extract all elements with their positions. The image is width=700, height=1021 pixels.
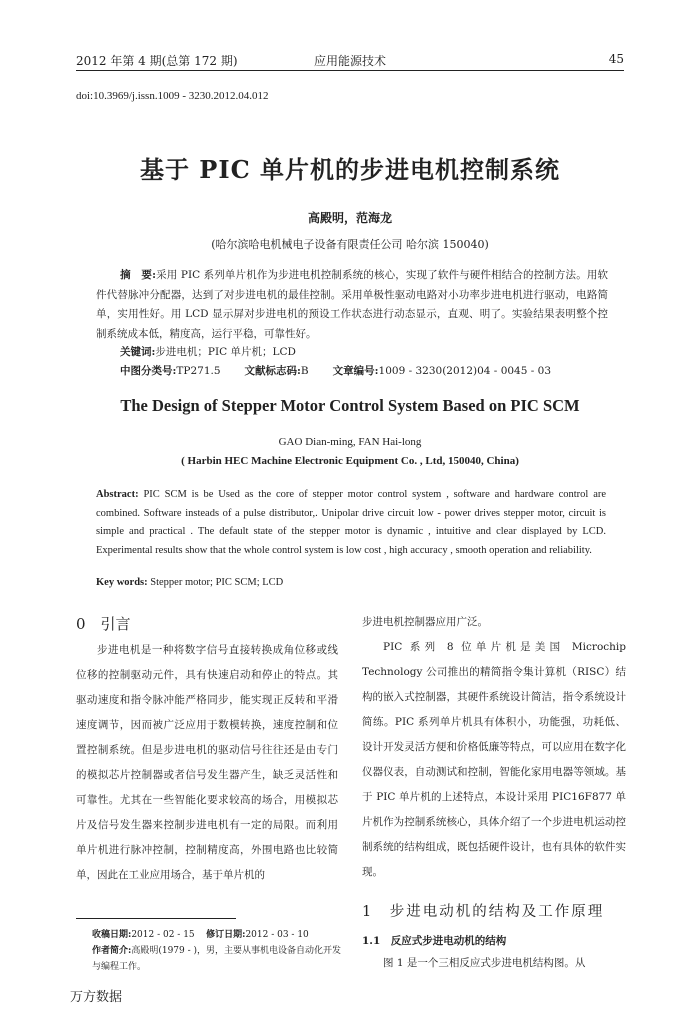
intro-paragraph-left: 步进电机是一种将数字信号直接转换成角位移或线位移的控制驱动元件，具有快速启动和停止的特点。其驱动速度和指令脉冲能严格同步，能实现正反转和平滑速度调节，因而被广泛应用于数模转换，速度控制和位置控制系统。但是步进电机的驱动信号往往还是由专门的模拟芯片控制器或者信号发生器产生，缺乏灵活性和可靠性。尤其在一些智能化要求较高的场合，用模拟芯片及信号发生器来控制步进电机有一定的局限。而利用单片机进行脉冲控制，控制精度高，外围电路也比较简单，因此在工业应用场合，基于单片机的	[76, 644, 338, 881]
paper-title-zh: 基于 PIC 单片机的步进电机控制系统	[139, 155, 561, 184]
running-header	[76, 52, 624, 70]
revised-label: 修订日期:	[206, 930, 246, 940]
affiliation-zh: (哈尔滨哈电机械电子设备有限责任公司 哈尔滨 150040)	[211, 238, 489, 251]
abstract-zh-label: 摘 要:	[120, 269, 156, 281]
authors-en: GAO Dian-ming, FAN Hai-long	[278, 436, 422, 448]
clc-label: 中图分类号:	[120, 365, 177, 377]
abstract-en	[96, 486, 606, 560]
author-bio-label: 作者简介:	[92, 946, 132, 956]
section-heading-introduction: 0 引言	[76, 615, 131, 633]
footnote-rule	[76, 918, 236, 919]
abstract-zh	[96, 266, 608, 344]
author-bio: 高殿明(1979 - )，男，主要从事机电设备自动化开发与编程工作。	[92, 946, 342, 972]
doi: doi:10.3969/j.issn.1009 - 3230.2012.04.012	[76, 90, 269, 102]
section1-first-line: 图 1 是一个三相反应式步进电机结构图。从	[383, 957, 586, 969]
keywords-en-text: Stepper motor; PIC SCM; LCD	[150, 577, 284, 588]
doc-code-label: 文献标志码:	[244, 365, 301, 377]
keywords-zh	[120, 344, 296, 359]
intro-paragraph-right: PIC 系列 8 位单片机是美国 Microchip Technology 公司推出的精简指令集计算机（RISC）结构的嵌入式控制器，其硬件系统设计简洁，指令系统设计简练。PIC 系列单片机具有体积小，功能强，功耗低、设计开发灵活方便和价格低廉等特点，可以应用在数字化仪器仪表，自动测试和控制，智能化家用电器等领域。基于 PIC 单片机的上述特点，本设计采用 PIC16F877 单片机作为控制系统核心，具体介绍了一个步进电机运动控制系统的结构组成，既包括硬件设计，也有具体的软件实现。	[362, 641, 626, 878]
keywords-zh-label: 关键词:	[120, 346, 156, 358]
authors-zh: 高殿明，范海龙	[307, 211, 392, 225]
header-journal-name: 应用能源技术	[313, 54, 386, 68]
keywords-zh-text: 步进电机；PIC 单片机；LCD	[155, 346, 296, 358]
doc-code-value: B	[300, 365, 309, 377]
paper-title-en: The Design of Stepper Motor Control System Based on PIC SCM	[120, 396, 580, 415]
article-number-value: 1009 - 3230(2012)04 - 0045 - 03	[378, 365, 552, 377]
keywords-en-label: Key words:	[96, 577, 148, 588]
abstract-en-label: Abstract:	[96, 489, 139, 500]
received-label: 收稿日期:	[92, 930, 132, 940]
received-date: 2012 - 02 - 15	[131, 930, 195, 940]
revised-date: 2012 - 03 - 10	[245, 930, 309, 940]
header-issue: 2012 年第 4 期(总第 172 期)	[76, 54, 238, 68]
keywords-en	[96, 577, 283, 588]
affiliation-en: ( Harbin HEC Machine Electronic Equipment Co. , Ltd, 150040, China)	[181, 455, 519, 467]
article-number-label: 文章编号:	[332, 365, 379, 377]
section-heading-structure: 1 步进电动机的结构及工作原理	[362, 904, 605, 920]
subsection-heading-structure: 1.1 反应式步进电动机的结构	[362, 935, 507, 947]
left-column	[76, 638, 338, 888]
watermark: 万方数据	[70, 990, 123, 1005]
right-column	[362, 610, 626, 885]
abstract-zh-text: 采用 PIC 系列单片机作为步进电机控制系统的核心，实现了软件与硬件相结合的控制方法。用软件代替脉冲分配器，达到了对步进电机的最佳控制。采用单极性驱动电路对小功率步进电机进行驱动，电路简单，实用性好。用 LCD 显示屏对步进电机的预设工作状态进行动态显示，直观、明了。实验结果表明整个控制系统成本低，精度高，运行平稳，可靠性好。	[96, 269, 608, 340]
clc-value: TP271.5	[176, 365, 221, 377]
classification-zh	[120, 363, 620, 378]
intro-continuation: 步进电机控制器应用广泛。	[362, 616, 488, 628]
header-page-number: 45	[608, 52, 624, 66]
abstract-en-text: PIC SCM is be Used as the core of stepper motor control system , software and hardware control are combined. Software insteads of a pulse distributor,. Unipolar drive circuit low - power drives stepper motor, circuit is simple and practical . The default state of the stepper motor is dynamic , intuitive and clear displayed by LCD. Experimental results show that the whole control system is low cost , high accuracy , smooth operation and reliability.	[96, 489, 607, 556]
footnote	[92, 927, 342, 975]
header-rule	[76, 70, 624, 71]
